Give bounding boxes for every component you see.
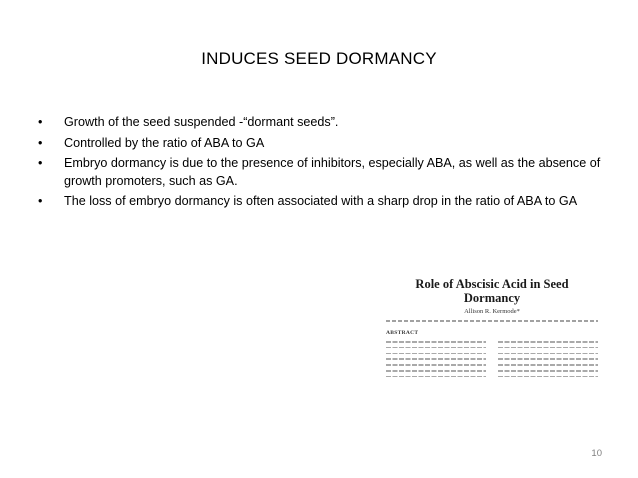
bullet-text: Controlled by the ratio of ABA to GA (64, 135, 265, 150)
bullet-item (38, 155, 608, 190)
slide-title: INDUCES SEED DORMANCY (201, 49, 437, 68)
bullet-text: Embryo dormancy is due to the presence of inhibitors, especially ABA, as well as the absence of growth promoters, such as GA. (64, 156, 601, 188)
paper-title-line: Dormancy (463, 291, 521, 305)
bullet-icon: • (38, 135, 43, 150)
bullet-text: The loss of embryo dormancy is often associated with a sharp drop in the ratio of ABA to GA (64, 194, 578, 208)
bullet-item (38, 193, 608, 211)
page-number: 10 (591, 448, 602, 459)
bullet-list (38, 114, 608, 214)
paper-excerpt-image (382, 275, 602, 387)
bullet-item (38, 135, 608, 153)
bullet-icon: • (38, 115, 43, 129)
paper-column-left (386, 341, 486, 385)
bullet-icon: • (38, 194, 43, 208)
bullet-item (38, 114, 608, 132)
paper-title (382, 277, 602, 305)
paper-affiliation-blur (386, 320, 598, 322)
paper-title-line: Role of Abscisic Acid in Seed (415, 277, 569, 291)
paper-section-heading: ABSTRACT (386, 330, 419, 336)
paper-column-right (498, 341, 598, 385)
bullet-icon: • (38, 156, 43, 170)
paper-author: Allison R. Kermode* (464, 308, 520, 315)
bullet-text: Growth of the seed suspended -“dormant seeds”. (64, 115, 339, 129)
